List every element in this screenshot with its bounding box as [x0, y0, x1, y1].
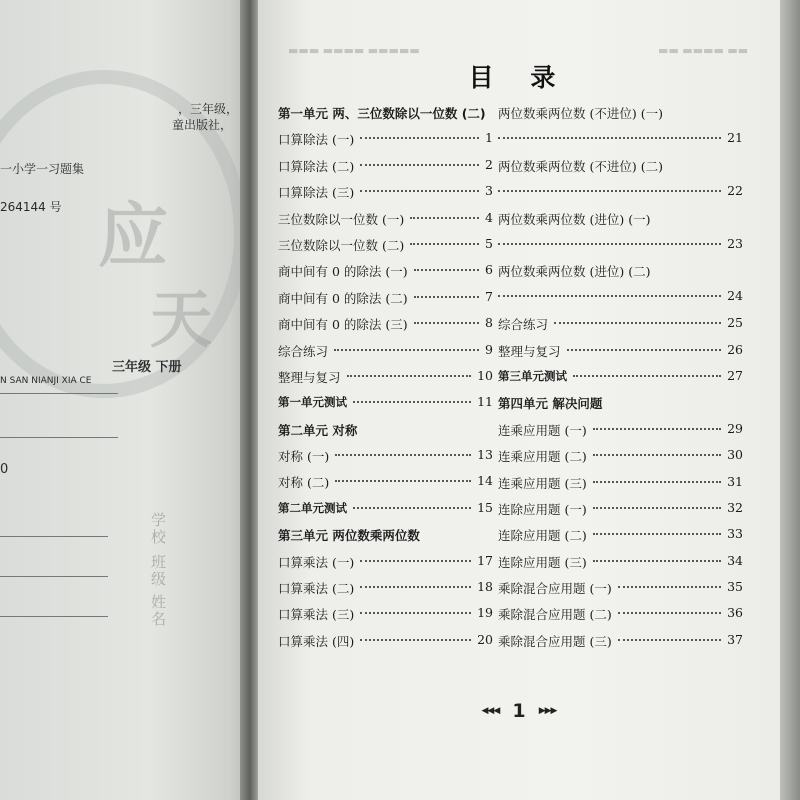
grade-label: 三年级 下册 [112, 360, 182, 375]
grade-pinyin: N SAN NIANJI XIA CE [0, 376, 92, 386]
dot-leader [593, 428, 721, 430]
toc-page-number: 7 [485, 288, 493, 304]
toc-page-number: 32 [727, 499, 743, 515]
school-line [0, 536, 108, 537]
toc-page-number: 22 [727, 182, 743, 198]
divider-line [0, 437, 118, 438]
toc-section-heading [278, 522, 493, 548]
toc-entry-label: 乘除混合应用题 (一) [498, 581, 612, 597]
toc-entry [278, 285, 493, 311]
toc-page-number: 31 [727, 473, 743, 489]
toc-page-number: 10 [477, 367, 493, 383]
toc-page-number: 25 [727, 315, 743, 331]
dot-leader [335, 454, 471, 456]
dot-leader [353, 401, 471, 403]
dot-leader [360, 639, 471, 641]
toc-page-number: 37 [727, 631, 743, 647]
dot-leader [498, 295, 721, 297]
toc-page-number: 4 [485, 209, 493, 225]
dot-leader [410, 217, 479, 219]
toc-entry-label: 第四单元 解决问题 [498, 396, 603, 412]
page-number: 1 [512, 700, 526, 722]
toc-entry [278, 601, 493, 627]
toc-section-heading [498, 390, 743, 416]
toc-entry [278, 443, 493, 469]
toc-page-number: 33 [727, 526, 743, 542]
toc-entry-label: 第一单元 两、三位数除以一位数 (二) [278, 106, 486, 121]
toc-section-heading [278, 100, 493, 126]
dot-leader [618, 639, 721, 641]
toc-entry [498, 417, 743, 443]
toc-page-number: 8 [485, 315, 493, 331]
toc-entry-label: 口算乘法 (四) [278, 633, 355, 649]
toc-page-number: 3 [485, 183, 493, 199]
toc-page-number: 19 [477, 605, 493, 621]
dot-leader [498, 190, 721, 192]
toc-entry [498, 522, 743, 548]
toc-entry-label: 口算除法 (三) [278, 185, 355, 201]
class-label: 班级 [149, 554, 167, 588]
toc-entry [278, 232, 493, 258]
stray-digit: 0 [0, 462, 9, 477]
toc-entry [498, 443, 743, 469]
right-arrows-icon: ▶▶▶ [538, 706, 557, 716]
toc-page-number: 9 [485, 341, 493, 357]
toc-entry-label: 口算除法 (二) [278, 158, 355, 174]
toc-page-number: 29 [727, 420, 743, 436]
dot-leader [360, 164, 479, 166]
toc-entry [498, 601, 743, 627]
toc-entry-label: 三位数除以一位数 (二) [278, 237, 405, 253]
toc-entry-label: 商中间有 0 的除法 (二) [278, 290, 408, 306]
toc-entry-label: 对称 (一) [278, 449, 330, 465]
toc-page [258, 0, 780, 800]
toc-entry [278, 469, 493, 495]
toc-page-number: 17 [477, 552, 493, 568]
toc-unit-test [278, 496, 493, 522]
toc-entry-label: 连除应用题 (一) [498, 501, 587, 517]
bleed-through-text: ▬▬ ▬▬▬▬ ▬▬ [658, 44, 749, 57]
toc-entry [498, 311, 743, 337]
dot-leader [335, 480, 471, 482]
dot-leader [573, 375, 721, 377]
toc-right-column [498, 100, 743, 654]
toc-entry-label: 第三单元测试 [498, 368, 567, 383]
toc-entry [498, 153, 743, 206]
toc-entry [278, 364, 493, 390]
toc-entry [278, 179, 493, 205]
toc-entry [278, 628, 493, 654]
toc-entry [498, 496, 743, 522]
toc-page-number: 20 [477, 631, 493, 647]
toc-page-number: 5 [485, 235, 493, 251]
toc-entry-label: 第三单元 两位数乘两位数 [278, 528, 420, 544]
toc-page-number: 23 [727, 235, 743, 251]
toc-entry-label: 两位数乘两位数 (不进位) (一) [498, 106, 663, 121]
dot-leader [414, 296, 479, 298]
toc-entry [498, 549, 743, 575]
toc-entry [498, 338, 743, 364]
toc-entry-label: 连除应用题 (二) [498, 528, 587, 544]
dot-leader [593, 481, 721, 483]
dot-leader [353, 507, 471, 509]
toc-entry-label: 口算除法 (一) [278, 132, 355, 148]
publication-info-line-3: 一小学一习题集 [0, 162, 85, 176]
publication-info-line-2: 童出版社， [172, 118, 233, 132]
toc-entry-label: 整理与复习 [498, 343, 561, 359]
bleed-through-text: ▬▬▬▬▬ ▬▬▬▬ ▬▬▬ [288, 44, 420, 57]
toc-entry [498, 206, 743, 259]
toc-entry-label: 第一单元测试 [278, 395, 347, 410]
toc-page-number: 36 [727, 605, 743, 621]
toc-entry-label: 连乘应用题 (一) [498, 422, 587, 438]
dot-leader [414, 269, 479, 271]
dot-leader [498, 137, 721, 139]
dot-leader [414, 322, 479, 324]
toc-entry-label: 第二单元测试 [278, 500, 347, 515]
toc-page-number: 1 [485, 130, 493, 146]
toc-entry-label: 乘除混合应用题 (二) [498, 607, 612, 623]
toc-entry [278, 311, 493, 337]
toc-page-number: 27 [727, 367, 743, 383]
toc-entry [498, 100, 743, 153]
toc-page-number: 13 [477, 447, 493, 463]
toc-entry-label: 商中间有 0 的除法 (一) [278, 264, 408, 280]
toc-unit-test [498, 364, 743, 390]
toc-page-number: 18 [477, 579, 493, 595]
dot-leader [360, 586, 471, 588]
toc-page-number: 6 [485, 262, 493, 278]
toc-section-heading [278, 417, 493, 443]
dot-leader [360, 190, 479, 192]
toc-page-number: 24 [727, 288, 743, 304]
toc-entry-label: 连除应用题 (三) [498, 554, 587, 570]
toc-title: 目 录 [468, 63, 570, 92]
toc-page-number: 35 [727, 579, 743, 595]
toc-entry [278, 153, 493, 179]
toc-entry-label: 口算乘法 (三) [278, 607, 355, 623]
toc-entry-label: 连乘应用题 (二) [498, 449, 587, 465]
dot-leader [360, 137, 479, 139]
dot-leader [554, 322, 721, 324]
toc-entry [278, 126, 493, 152]
publication-info-line-4: 264144 号 [0, 200, 62, 214]
toc-entry-label: 第二单元 对称 [278, 422, 358, 438]
watermark-char-1: 应 [98, 195, 168, 277]
toc-entry-label: 对称 (二) [278, 475, 330, 491]
toc-entry [278, 258, 493, 284]
toc-entry [498, 575, 743, 601]
toc-entry-label: 口算乘法 (一) [278, 554, 355, 570]
divider-line [0, 393, 118, 394]
dot-leader [334, 349, 479, 351]
name-line [0, 616, 108, 617]
school-label: 学校 [149, 512, 167, 546]
toc-page-number: 30 [727, 447, 743, 463]
dot-leader [593, 454, 721, 456]
dot-leader [498, 243, 721, 245]
toc-entry [278, 549, 493, 575]
class-line [0, 576, 108, 577]
dot-leader [593, 507, 721, 509]
dot-leader [618, 612, 721, 614]
toc-page-number: 11 [477, 394, 493, 410]
dot-leader [593, 533, 721, 535]
name-label: 姓名 [149, 594, 167, 628]
toc-page-number: 34 [727, 552, 743, 568]
dot-leader [410, 243, 479, 245]
toc-entry [278, 575, 493, 601]
page-footer [258, 700, 780, 722]
toc-entry-label: 口算乘法 (二) [278, 581, 355, 597]
toc-entry [498, 470, 743, 496]
dot-leader [360, 560, 471, 562]
toc-entry-label: 整理与复习 [278, 369, 341, 385]
toc-page-number: 2 [485, 156, 493, 172]
toc-entry-label: 三位数除以一位数 (一) [278, 211, 405, 227]
toc-page-number: 14 [477, 473, 493, 489]
toc-entry [498, 258, 743, 311]
toc-entry [278, 338, 493, 364]
page-edge [780, 0, 800, 800]
toc-entry-label: 综合练习 [278, 343, 329, 359]
toc-entry-label: 乘除混合应用题 (三) [498, 633, 612, 649]
toc-entry [498, 628, 743, 654]
toc-entry-label: 两位数乘两位数 (进位) (二) [498, 264, 651, 280]
toc-unit-test [278, 390, 493, 416]
dot-leader [593, 560, 721, 562]
toc-left-column [278, 100, 493, 654]
publication-info-line-1: ，三年级， [178, 102, 239, 116]
watermark-char-2: 天 [150, 283, 213, 356]
toc-page-number: 15 [477, 499, 493, 515]
toc-page-number: 21 [727, 130, 743, 145]
dot-leader [347, 375, 471, 377]
previous-page [0, 0, 250, 800]
toc-entry-label: 连乘应用题 (三) [498, 475, 587, 491]
toc-entry-label: 两位数乘两位数 (进位) (一) [498, 211, 651, 227]
toc-entry-label: 商中间有 0 的除法 (三) [278, 317, 408, 333]
toc-entry-label: 综合练习 [498, 317, 549, 333]
left-arrows-icon: ◀◀◀ [481, 706, 500, 716]
toc-page-number: 26 [727, 341, 743, 357]
dot-leader [618, 586, 721, 588]
dot-leader [567, 349, 721, 351]
dot-leader [360, 612, 471, 614]
toc-entry [278, 206, 493, 232]
toc-entry-label: 两位数乘两位数 (不进位) (二) [498, 158, 663, 174]
